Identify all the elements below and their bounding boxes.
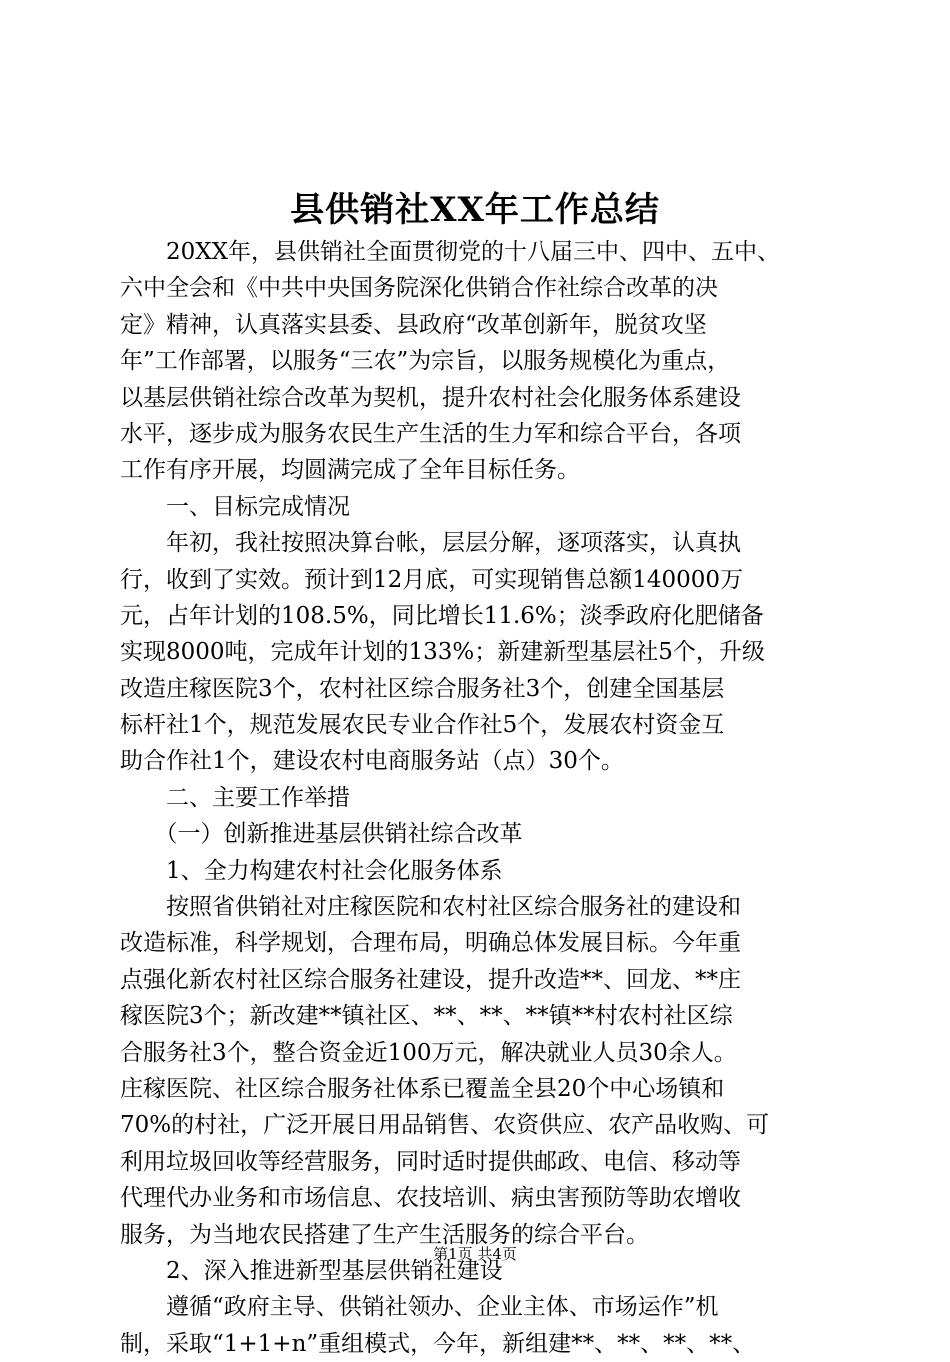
body-line: 元，占年计划的108.5%，同比增长11.6%；淡季政府化肥储备: [120, 602, 764, 629]
body-line: 1、全力构建农村社会化服务体系: [120, 857, 503, 884]
body-line: 70%的村社，广泛开展日用品销售、农资供应、农产品收购、可: [120, 1112, 770, 1139]
body-line: 标杆社1个，规范发展农民专业合作社5个，发展农村资金互: [120, 712, 725, 739]
body-line: 稼医院3个；新改建**镇社区、**、**、**镇**村农村社区综: [120, 1003, 733, 1030]
body-line: 行，收到了实效。预计到12月底，可实现销售总额140000万: [120, 566, 744, 593]
body-line: 制，采取“1+1+n”重组模式，今年，新组建**、**、**、**、: [120, 1330, 756, 1357]
page-number-footer: 第1页 共4页: [433, 1245, 517, 1263]
body-line: （一）创新推进基层供销社综合改革: [120, 821, 523, 848]
body-line: 水平，逐步成为服务农民生产生活的生力军和综合平台，各项: [120, 420, 741, 447]
body-line: 遵循“政府主导、供销社领办、企业主体、市场运作”机: [120, 1294, 719, 1321]
body-line: 工作有序开展，均圆满完成了全年目标任务。: [120, 457, 580, 484]
body-line: 一、目标完成情况: [120, 493, 350, 520]
body-line: 按照省供销社对庄稼医院和农村社区综合服务社的建设和: [120, 894, 741, 921]
body-line: 点强化新农村社区综合服务社建设，提升改造**、回龙、**庄: [120, 966, 741, 993]
body-line: 助合作社1个，建设农村电商服务站（点）30个。: [120, 748, 624, 775]
body-line: 六中全会和《中共中央国务院深化供销合作社综合改革的决: [120, 275, 718, 302]
body-line: 以基层供销社综合改革为契机，提升农村社会化服务体系建设: [120, 384, 741, 411]
body-line: 年”工作部署，以服务“三农”为宗旨，以服务规模化为重点，: [120, 348, 731, 375]
body-line: 代理代办业务和市场信息、农技培训、病虫害预防等助农增收: [120, 1185, 741, 1212]
document-title: 县供销社XX年工作总结: [290, 190, 660, 230]
body-line: 改造标准，科学规划，合理布局，明确总体发展目标。今年重: [120, 930, 741, 957]
body-line: 定》精神，认真落实县委、县政府“改革创新年，脱贫攻坚: [120, 311, 707, 338]
body-line: 年初，我社按照决算台帐，层层分解，逐项落实，认真执: [120, 530, 741, 557]
body-line: 合服务社3个，整合资金近100万元，解决就业人员30余人。: [120, 1039, 737, 1066]
body-line: 二、主要工作举措: [120, 784, 350, 811]
body-line: 服务，为当地农民搭建了生产生活服务的综合平台。: [120, 1221, 649, 1248]
body-line: 实现8000吨，完成年计划的133%；新建新型基层社5个，升级: [120, 639, 765, 666]
body-line: 利用垃圾回收等经营服务，同时适时提供邮政、电信、移动等: [120, 1148, 741, 1175]
body-line: 2、深入推进新型基层供销社建设: [120, 1257, 503, 1284]
body-line: 20XX年，县供销社全面贯彻党的十八届三中、四中、五中、: [120, 239, 781, 265]
body-line: 庄稼医院、社区综合服务社体系已覆盖全县20个中心场镇和: [120, 1075, 725, 1102]
body-line: 改造庄稼医院3个，农村社区综合服务社3个，创建全国基层: [120, 675, 725, 702]
document-body: [120, 234, 840, 1362]
